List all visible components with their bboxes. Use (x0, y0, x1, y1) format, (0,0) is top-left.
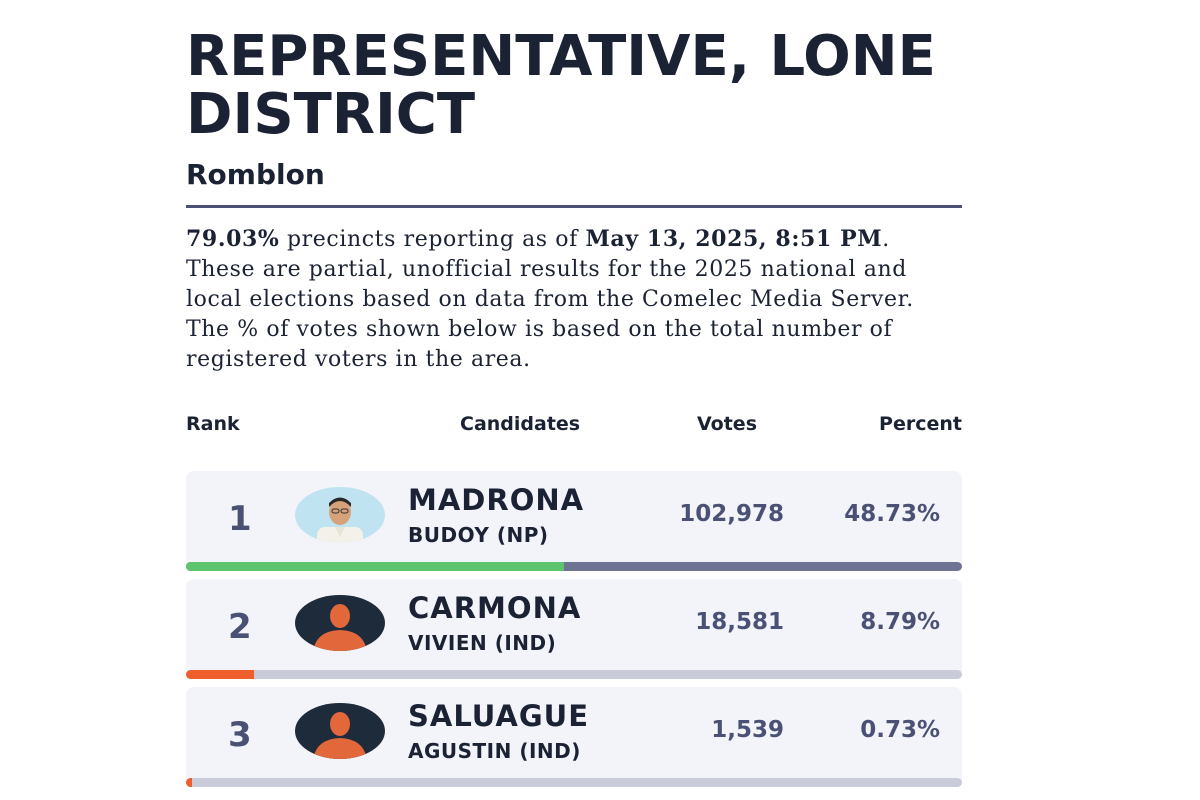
vote-share-fill (186, 562, 564, 571)
header-candidates: Candidates (460, 413, 581, 435)
vote-count: 1,539 (711, 717, 784, 743)
person-silhouette-icon (295, 595, 385, 651)
reporting-note (186, 224, 962, 375)
rank-number: 2 (228, 607, 252, 647)
rank-number: 3 (228, 715, 252, 755)
vote-percent: 8.79% (860, 609, 940, 635)
results-page (186, 24, 962, 795)
candidate-surname: MADRONA (408, 483, 585, 517)
vote-percent: 48.73% (844, 501, 940, 527)
vote-count: 102,978 (679, 501, 784, 527)
candidate-surname: SALUAGUE (408, 699, 590, 733)
rank-number: 1 (228, 499, 252, 539)
vote-share-fill (186, 670, 254, 679)
note-text-a: precincts reporting as of (279, 227, 586, 252)
vote-count: 18,581 (695, 609, 784, 635)
vote-share-bar (186, 778, 962, 787)
candidate-given-name: BUDOY (NP) (408, 523, 549, 547)
header-votes: Votes (697, 413, 757, 435)
candidate-row[interactable] (186, 579, 962, 679)
page-title: REPRESENTATIVE, LONE DISTRICT (186, 24, 936, 147)
precincts-percent: 79.03% (186, 226, 280, 252)
results-table (186, 471, 962, 787)
candidate-given-name: VIVIEN (IND) (408, 631, 557, 655)
candidate-surname: CARMONA (408, 591, 582, 625)
candidate-photo (295, 487, 385, 543)
candidate-given-name: AGUSTIN (IND) (408, 739, 581, 763)
divider (186, 205, 962, 208)
table-header (186, 413, 962, 443)
vote-share-bar (186, 670, 962, 679)
as-of-datetime: May 13, 2025, 8:51 PM (585, 226, 883, 252)
vote-percent: 0.73% (860, 717, 940, 743)
vote-share-bar (186, 562, 962, 571)
candidate-row[interactable] (186, 687, 962, 787)
note-text-b: . These are partial, unofficial results for the 2025 national and local elections based on data from the Comelec Media Server. The % of votes shown below is based on the total number of registered voters in the area. (186, 227, 914, 372)
header-rank: Rank (186, 413, 240, 435)
header-percent: Percent (879, 413, 962, 435)
area-name: Romblon (186, 158, 325, 191)
person-silhouette-icon (295, 703, 385, 759)
vote-share-fill (186, 778, 192, 787)
candidate-row[interactable] (186, 471, 962, 571)
